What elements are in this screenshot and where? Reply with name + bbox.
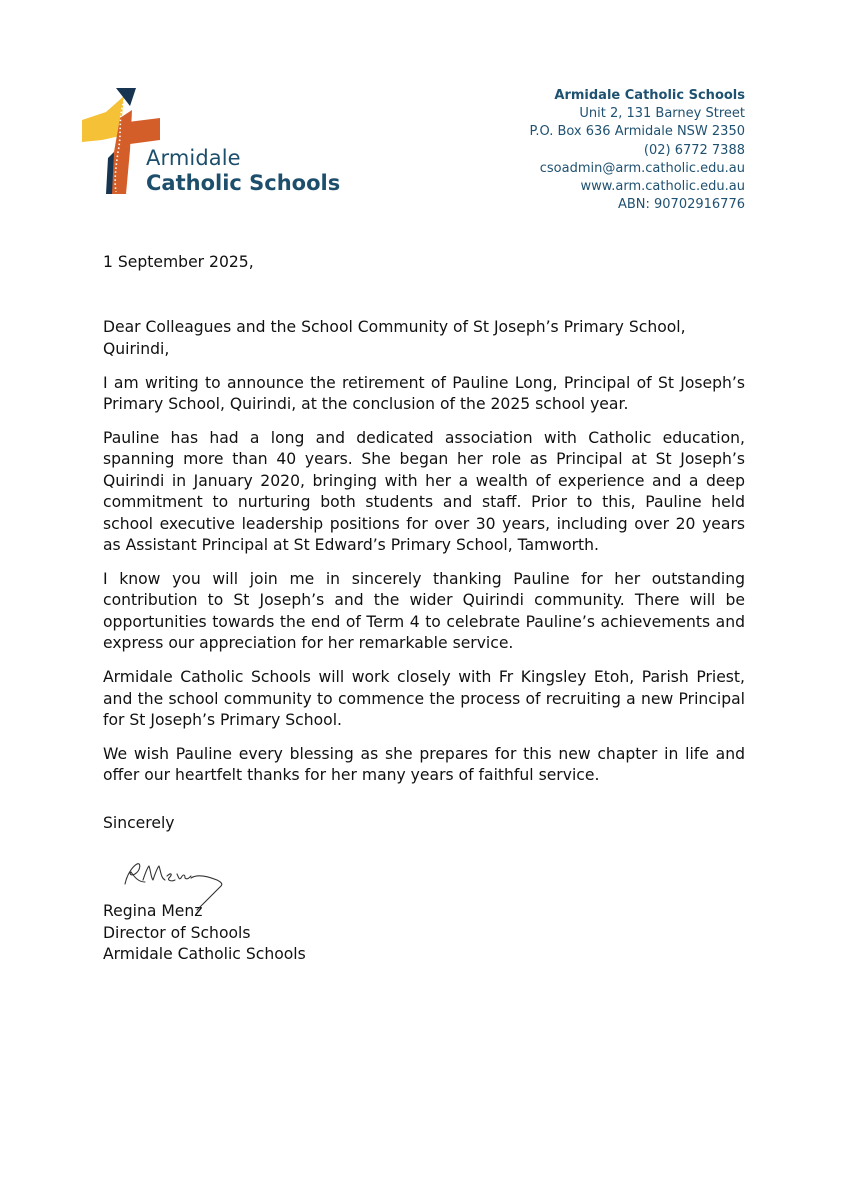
letter-date: 1 September 2025, [103, 253, 254, 271]
signer-org: Armidale Catholic Schools [103, 945, 306, 964]
letterhead-street: Unit 2, 131 Barney Street [579, 106, 745, 122]
letterhead-org: Armidale Catholic Schools [554, 88, 745, 103]
letter-body [103, 252, 745, 966]
letter-closing: Sincerely [103, 813, 175, 832]
letter-paragraph: We wish Pauline every blessing as she prepares for this new chapter in life and offer our heartfelt thanks for her many years of faithful service. [103, 744, 745, 785]
letter-paragraph: I am writing to announce the retirement of Pauline Long, Principal of St Joseph’s Primary School, Quirindi, at the conclusion of the 2025 school year. [103, 373, 745, 414]
logo [80, 88, 360, 198]
letter-salutation: Dear Colleagues and the School Community of St Joseph’s Primary School, Quirindi, [103, 318, 686, 358]
signer-name: Regina Menz [103, 902, 203, 921]
letter-paragraph: Armidale Catholic Schools will work closely with Fr Kingsley Etoh, Parish Priest, and the school community to commence the process of recruiting a new Principal for St Joseph’s Primary School. [103, 668, 745, 729]
letterhead-web: www.arm.catholic.edu.au [580, 179, 745, 195]
logo-text-line1: Armidale [146, 146, 241, 170]
handwritten-signature [117, 844, 237, 916]
letter-paragraph: I know you will join me in sincerely thanking Pauline for her outstanding contribution to St Joseph’s and the wider Quirindi community. There will be opportunities towards the end of Term 4 to celebrate Pauline’s achievements and express our appreciation for her remarkable service. [103, 569, 745, 653]
letterhead-phone: (02) 6772 7388 [643, 142, 745, 158]
signer-title: Director of Schools [103, 923, 251, 942]
letterhead-po-box: P.O. Box 636 Armidale NSW 2350 [529, 124, 745, 140]
letterhead-abn: ABN: 90702916776 [617, 197, 745, 213]
letter-paragraph: Pauline has had a long and dedicated association with Catholic education, spanning more than 40 years. She began her role as Principal at St Joseph’s Quirindi in January 2020, bringing with her a wealth of experience and a deep commitment to nurturing both students and staff. Prior to this, Pauline held school executive leadership positions for over 30 years, including over 20 years as Assistant Principal at St Edward’s Primary School, Tamworth. [103, 429, 745, 555]
logo-text-line2: Catholic Schools [146, 171, 341, 195]
letterhead-address [530, 87, 745, 214]
letterhead-email: csoadmin@arm.catholic.edu.au [539, 160, 745, 176]
